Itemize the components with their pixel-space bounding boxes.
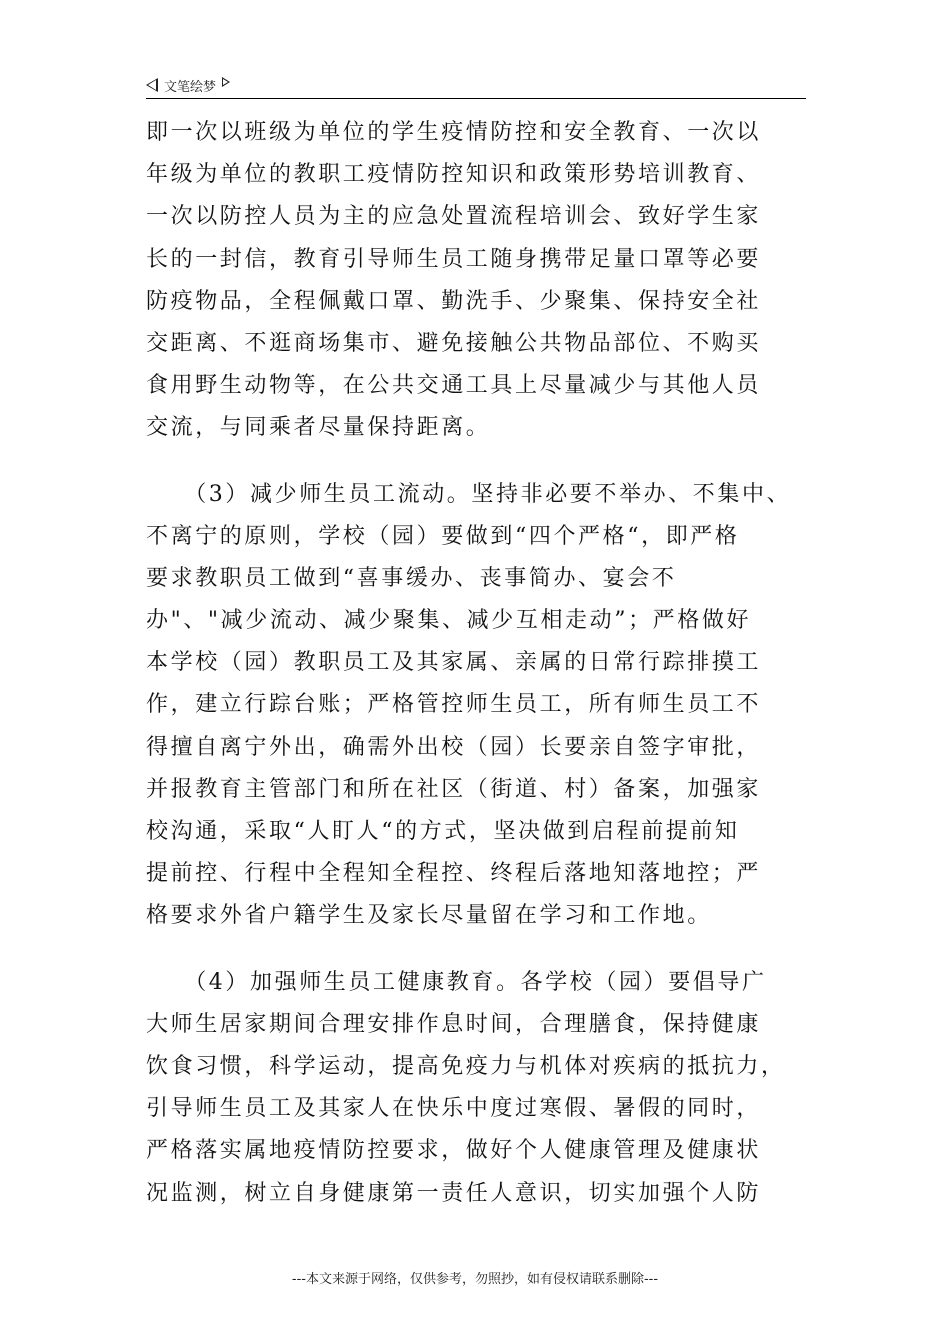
triangle-left-icon xyxy=(146,78,158,92)
text-line: 食用野生动物等，在公共交通工具上尽量减少与其他人员 xyxy=(146,373,762,399)
text-line: （4）加强师生员工健康教育。各学校（园）要倡导广 xyxy=(146,969,767,995)
text-line: 防疫物品，全程佩戴口罩、勤洗手、少聚集、保持安全社 xyxy=(146,288,762,314)
triangle-right-icon xyxy=(222,77,230,87)
text-line: 本学校（园）教职员工及其家属、亲属的日常行踪排摸工 xyxy=(146,650,762,676)
text-line: 饮食习惯，科学运动，提高免疫力与机体对疾病的抵抗力， xyxy=(146,1053,786,1079)
document-body xyxy=(146,112,816,1215)
text-line: 交流，与同乘者尽量保持距离。 xyxy=(146,415,491,441)
text-line: 并报教育主管部门和所在社区（街道、村）备案，加强家 xyxy=(146,776,762,802)
header-divider xyxy=(146,98,806,99)
paragraph-gap xyxy=(146,450,816,474)
text-line: 长的一封信，教育引导师生员工随身携带足量口罩等必要 xyxy=(146,246,762,272)
text-line: 即一次以班级为单位的学生疫情防控和安全教育、一次以 xyxy=(146,120,762,145)
text-line: （3）减少师生员工流动。坚持非必要不举办、不集中、 xyxy=(146,481,792,507)
text-line: 要求教职员工做到“喜事缓办、丧事简办、宴会不 xyxy=(146,565,677,591)
text-line: 得擅自离宁外出，确需外出校（园）长要亲自签字审批， xyxy=(146,734,762,760)
paragraph xyxy=(146,962,816,1215)
footer-notice: ---本文来源于网络，仅供参考，勿照抄，如有侵权请联系删除--- xyxy=(291,1272,659,1287)
text-line: 提前控、行程中全程知全程控、终程后落地知落地控；严 xyxy=(146,861,762,887)
text-line: 年级为单位的教职工疫情防控知识和政策形势培训教育、 xyxy=(146,162,762,188)
header-title: 文笔绘梦 xyxy=(164,79,217,95)
paragraph xyxy=(146,112,816,450)
text-line: 大师生居家期间合理安排作息时间，合理膳食，保持健康 xyxy=(146,1011,762,1037)
text-line: 不离宁的原则，学校（园）要做到“四个严格“，即严格 xyxy=(146,523,740,549)
text-line: 校沟通，采取“人盯人“的方式，坚决做到启程前提前知 xyxy=(146,819,740,844)
text-line: 引导师生员工及其家人在快乐中度过寒假、暑假的同时， xyxy=(146,1096,762,1122)
text-line: 交距离、不逛商场集市、避免接触公共物品部位、不购买 xyxy=(146,330,762,356)
text-line: 一次以防控人员为主的应急处置流程培训会、致好学生家 xyxy=(146,204,762,230)
text-line: 况监测，树立自身健康第一责任人意识，切实加强个人防 xyxy=(146,1180,762,1206)
text-line: 作，建立行踪台账；严格管控师生员工，所有师生员工不 xyxy=(146,692,762,718)
paragraph-gap xyxy=(146,938,816,962)
text-line: 严格落实属地疫情防控要求，做好个人健康管理及健康状 xyxy=(146,1138,762,1164)
text-line: 格要求外省户籍学生及家长尽量留在学习和工作地。 xyxy=(146,903,712,929)
text-line: 办"、"减少流动、减少聚集、减少互相走动”；严格做好 xyxy=(146,608,752,634)
page-header xyxy=(146,72,806,98)
paragraph xyxy=(146,474,816,938)
